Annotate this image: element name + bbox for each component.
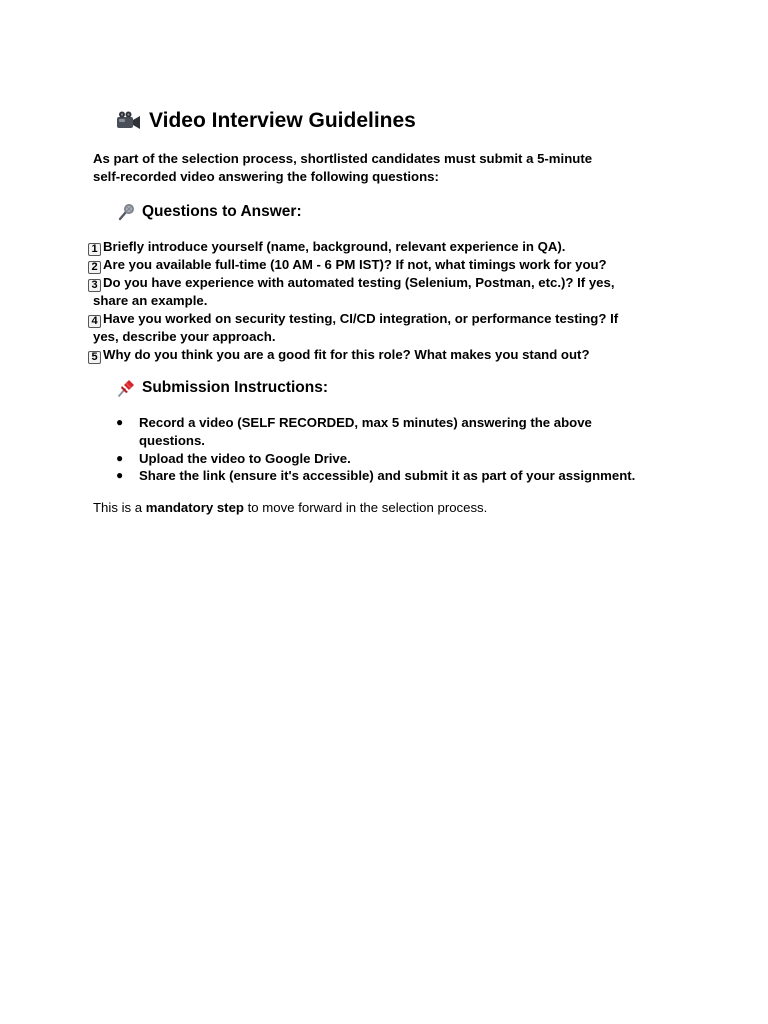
intro-paragraph [93, 150, 693, 186]
closing-emphasis: mandatory step [145, 500, 244, 515]
question-text: Have you worked on security testing, CI/CD integration, or performance testing? If [103, 310, 619, 326]
question-text: Why do you think you are a good fit for this role? What makes you stand out? [103, 346, 590, 362]
keycap-number-icon: 3 [88, 279, 101, 292]
title-text: Video Interview Guidelines [149, 109, 416, 132]
submission-item [116, 414, 686, 450]
intro-line-1: As part of the selection process, shortlisted candidates must submit a 5-minute [93, 151, 593, 166]
question-text: Briefly introduce yourself (name, background, relevant experience in QA). [103, 239, 566, 254]
microphone-icon [116, 202, 136, 222]
questions-list [88, 238, 688, 364]
submission-item [116, 467, 686, 485]
submission-heading-text: Submission Instructions: [142, 379, 329, 396]
questions-heading-text: Questions to Answer: [142, 203, 302, 220]
submission-heading [116, 377, 328, 399]
question-text: Do you have experience with automated testing (Selenium, Postman, etc.)? If yes, [103, 275, 615, 290]
bullet-icon: ● [116, 468, 124, 483]
question-item [88, 310, 688, 346]
closing-text-after: to move forward in the selection process. [243, 500, 488, 515]
closing-text-before: This is a [93, 500, 146, 515]
keycap-number-icon: 1 [88, 243, 101, 256]
question-text-continued: yes, describe your approach. [93, 328, 276, 344]
question-item [88, 346, 688, 364]
submission-text: Record a video (SELF RECORDED, max 5 minutes) answering the above [139, 415, 592, 430]
question-item [88, 256, 688, 274]
closing-paragraph [93, 499, 713, 517]
video-camera-icon [116, 110, 142, 132]
question-item [88, 238, 688, 256]
question-item [88, 274, 688, 310]
bullet-icon: ● [116, 415, 124, 429]
submission-item [116, 450, 686, 468]
pushpin-icon [116, 378, 136, 398]
submission-text-continued: questions. [139, 432, 205, 448]
intro-line-2: self-recorded video answering the following questions: [93, 168, 439, 184]
question-text-continued: share an example. [93, 293, 208, 308]
bullet-icon: ● [116, 450, 124, 465]
keycap-number-icon: 5 [88, 351, 101, 364]
questions-heading [116, 201, 302, 223]
keycap-number-icon: 4 [88, 315, 101, 328]
submission-text: Share the link (ensure it's accessible) and submit it as part of your assignment. [139, 468, 636, 484]
document-title [116, 106, 416, 136]
submission-list [116, 414, 686, 485]
question-text: Are you available full-time (10 AM - 6 PM IST)? If not, what timings work for you? [103, 257, 607, 272]
keycap-number-icon: 2 [88, 261, 101, 274]
submission-text: Upload the video to Google Drive. [139, 450, 351, 466]
